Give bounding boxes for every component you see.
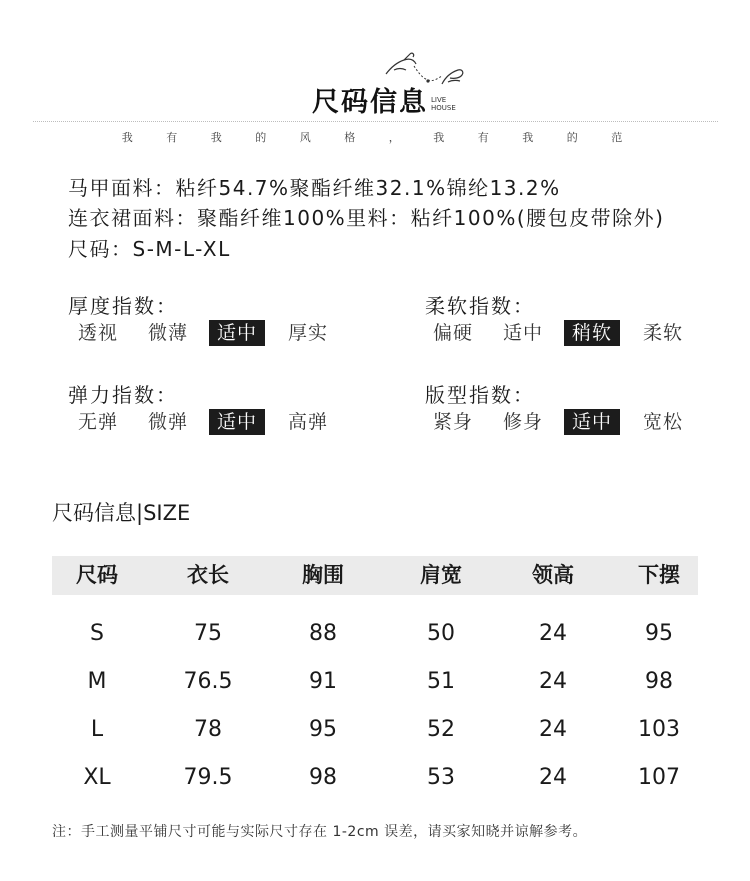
table-cell: 98 — [309, 765, 337, 790]
table-cell: S — [90, 621, 104, 646]
thickness-option-selected: 适中 — [209, 320, 265, 346]
size-section-title: 尺码信息|SIZE — [52, 501, 191, 525]
softness-option: 适中 — [503, 322, 544, 344]
spec-vest-fabric: 马甲面料：粘纤54.7%聚酯纤维32.1%锦纶13.2% — [68, 176, 561, 200]
table-cell: 51 — [427, 669, 455, 694]
table-cell: 75 — [194, 621, 222, 646]
table-header-collar: 领高 — [532, 563, 574, 587]
table-cell: 78 — [194, 717, 222, 742]
table-cell: 91 — [309, 669, 337, 694]
fit-index-title: 版型指数： — [425, 383, 535, 407]
table-cell: 107 — [638, 765, 680, 790]
table-header-bust: 胸围 — [302, 563, 344, 587]
table-cell: 24 — [539, 765, 567, 790]
page-title: 尺码信息 — [312, 87, 428, 118]
fit-option: 修身 — [503, 411, 544, 433]
elasticity-option: 无弹 — [78, 411, 119, 433]
softness-option: 柔软 — [643, 322, 684, 344]
thickness-option: 透视 — [78, 322, 119, 344]
fit-option-selected: 适中 — [564, 409, 620, 435]
table-cell: 95 — [309, 717, 337, 742]
table-cell: 79.5 — [183, 765, 233, 790]
header-divider — [33, 121, 718, 122]
table-cell: 103 — [638, 717, 680, 742]
fit-option: 宽松 — [643, 411, 684, 433]
table-cell: L — [90, 717, 104, 742]
table-cell: 53 — [427, 765, 455, 790]
elasticity-index-title: 弹力指数： — [68, 383, 178, 407]
thickness-option: 厚实 — [288, 322, 329, 344]
hands-logo-icon — [384, 48, 468, 90]
elasticity-option-selected: 适中 — [209, 409, 265, 435]
measurement-note: 注：手工测量平铺尺寸可能与实际尺寸存在 1-2cm 误差，请买家知晓并谅解参考。 — [52, 824, 588, 840]
elasticity-option: 微弹 — [148, 411, 189, 433]
table-cell: 24 — [539, 669, 567, 694]
table-header-length: 衣长 — [187, 563, 229, 587]
fit-option: 紧身 — [433, 411, 474, 433]
table-header-hem: 下摆 — [638, 563, 680, 587]
softness-option-selected: 稍软 — [564, 320, 620, 346]
table-cell: 76.5 — [183, 669, 233, 694]
thickness-option: 微薄 — [148, 322, 189, 344]
table-cell: 98 — [645, 669, 673, 694]
header-slogan: 我 有 我 的 风 格 ， 我 有 我 的 范 — [121, 131, 629, 144]
table-cell: 95 — [645, 621, 673, 646]
elasticity-option: 高弹 — [288, 411, 329, 433]
softness-option: 偏硬 — [433, 322, 474, 344]
softness-index-title: 柔软指数： — [425, 294, 535, 318]
table-cell: 24 — [539, 717, 567, 742]
table-cell: M — [87, 669, 107, 694]
logo-line-1: LIVE — [431, 96, 447, 104]
table-cell: 24 — [539, 621, 567, 646]
table-cell: 50 — [427, 621, 455, 646]
table-cell: 52 — [427, 717, 455, 742]
logo-text — [431, 96, 456, 112]
spec-dress-fabric: 连衣裙面料：聚酯纤维100%里料：粘纤100%(腰包皮带除外) — [68, 206, 665, 230]
table-cell: 88 — [309, 621, 337, 646]
thickness-index-title: 厚度指数： — [68, 294, 178, 318]
table-cell: XL — [83, 765, 111, 790]
table-header-size: 尺码 — [76, 563, 118, 587]
table-header-shoulder: 肩宽 — [420, 563, 462, 587]
spec-sizes: 尺码：S-M-L-XL — [68, 237, 231, 261]
logo-line-2: HOUSE — [431, 104, 456, 112]
